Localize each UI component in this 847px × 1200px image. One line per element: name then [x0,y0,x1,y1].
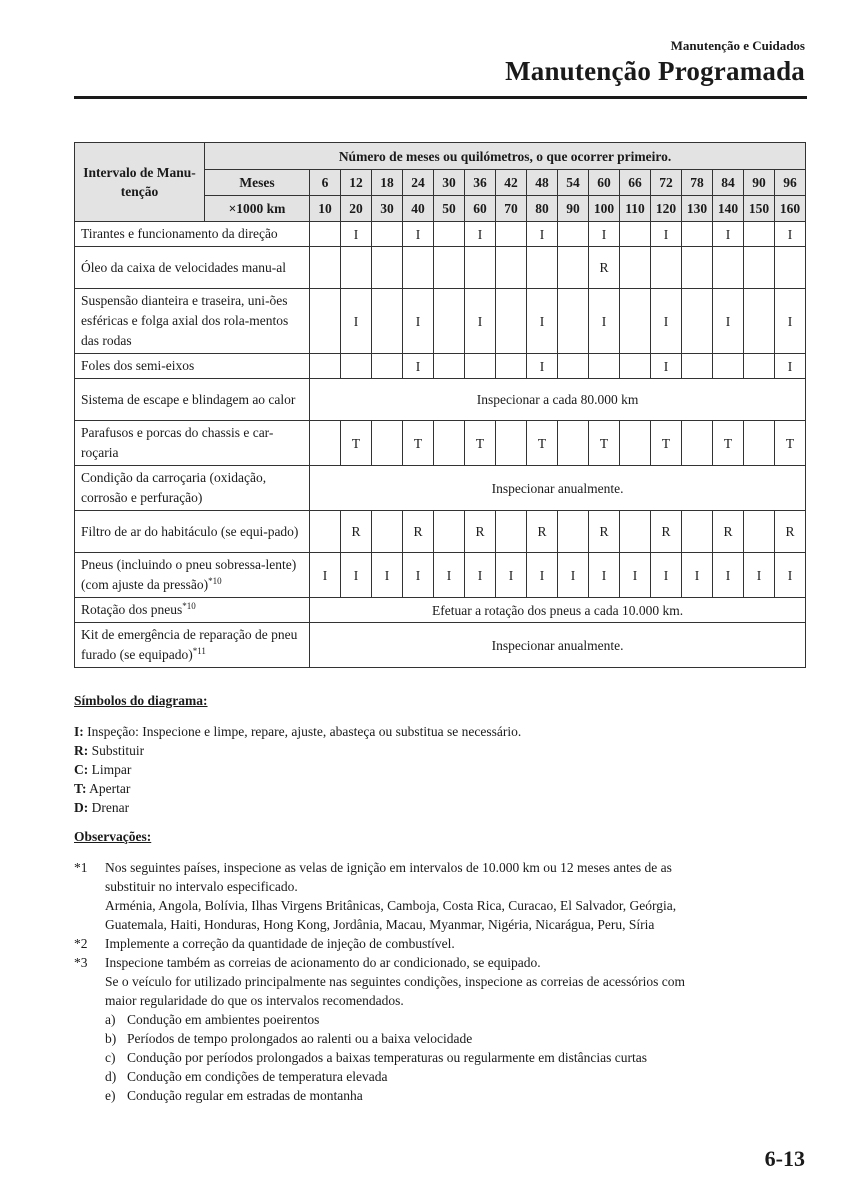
months-value: 30 [434,170,465,196]
schedule-cell: I [651,222,682,247]
schedule-cell [496,222,527,247]
months-value: 90 [744,170,775,196]
row-label [75,289,310,354]
symbol-text: Apertar [86,781,131,796]
schedule-cell: R [403,511,434,553]
page-number: 6-13 [764,1146,805,1171]
schedule-cell [341,247,372,289]
schedule-cell: I [589,289,620,354]
schedule-cell: R [589,511,620,553]
row-label [75,354,310,379]
schedule-cell [744,247,775,289]
schedule-cell [310,421,341,466]
km-value: 120 [651,196,682,222]
schedule-cell: I [651,553,682,598]
interval-header: Intervalo de Manu-tenção [75,143,205,222]
schedule-cell [744,289,775,354]
row-label [75,466,310,511]
schedule-cell: T [465,421,496,466]
schedule-cell: I [527,289,558,354]
row-label [75,421,310,466]
note-mark: *1 [74,860,88,875]
months-value: 66 [620,170,651,196]
schedule-cell: I [713,222,744,247]
schedule-cell [682,511,713,553]
schedule-cell [682,222,713,247]
km-label: ×1000 km [205,196,310,222]
row-span-text: Efetuar a rotação dos pneus a cada 10.000 km. [310,598,806,623]
schedule-cell: I [403,222,434,247]
km-value: 10 [310,196,341,222]
km-value: 160 [775,196,806,222]
months-value: 36 [465,170,496,196]
header-divider [74,96,807,99]
row-label [75,247,310,289]
months-value: 72 [651,170,682,196]
schedule-cell: T [589,421,620,466]
km-value: 110 [620,196,651,222]
table-row [75,289,806,354]
schedule-cell [496,421,527,466]
schedule-cell [310,247,341,289]
note-mark: *3 [74,955,88,970]
months-value: 96 [775,170,806,196]
schedule-cell: I [589,553,620,598]
schedule-cell [682,289,713,354]
schedule-cell: I [527,553,558,598]
schedule-cell [558,289,589,354]
schedule-cell [620,289,651,354]
symbol-key: D: [74,800,89,815]
schedule-cell [620,421,651,466]
table-row [75,222,806,247]
schedule-cell: I [775,354,806,379]
sub-text: Condução regular em estradas de montanha [127,1088,363,1103]
schedule-cell [744,354,775,379]
notes-list [74,858,804,1105]
km-value: 130 [682,196,713,222]
months-value: 78 [682,170,713,196]
row-label-text: Rotação dos pneus [81,602,183,617]
schedule-cell: R [651,511,682,553]
symbol-item [74,798,521,817]
schedule-cell: I [403,354,434,379]
row-label-text: Condição da carroçaria (oxidação, corrosão e perfuração) [81,470,267,505]
schedule-cell: T [651,421,682,466]
table-row [75,623,806,668]
schedule-cell: I [341,289,372,354]
note-text: Guatemala, Haiti, Honduras, Hong Kong, Jordânia, Macau, Myanmar, Nigéria, Nicarágua, Peru, Síria [105,917,655,932]
row-label-text: Tirantes e funcionamento da direção [81,226,278,241]
symbol-item [74,779,521,798]
schedule-cell: T [527,421,558,466]
schedule-cell [527,247,558,289]
row-label [75,598,310,623]
months-value: 84 [713,170,744,196]
sub-text: Condução por períodos prolongados a baixas temperaturas ou regularmente em distâncias curtas [127,1050,647,1065]
schedule-cell [372,247,403,289]
schedule-cell: R [465,511,496,553]
schedule-cell [558,354,589,379]
note-2 [74,934,804,953]
schedule-cell: I [403,289,434,354]
schedule-cell: I [341,222,372,247]
schedule-cell [651,247,682,289]
km-value: 100 [589,196,620,222]
footnote-ref: *11 [192,646,206,656]
schedule-cell [620,247,651,289]
table-row [75,354,806,379]
row-label-text: Óleo da caixa de velocidades manu-al [81,259,287,275]
schedule-cell [620,354,651,379]
note-text: substituir no intervalo especificado. [105,879,298,894]
symbol-key: T: [74,781,87,796]
symbol-key: I: [74,724,84,739]
symbol-text: Drenar [88,800,130,815]
schedule-cell: R [527,511,558,553]
schedule-cell: T [775,421,806,466]
schedule-cell [682,421,713,466]
note-text: Nos seguintes países, inspecione as velas de ignição em intervalos de 10.000 km ou 12 meses antes de as [105,860,672,875]
row-label [75,379,310,421]
km-value: 40 [403,196,434,222]
note-sublist [105,1010,804,1105]
note-subitem [105,1010,804,1029]
schedule-cell [372,354,403,379]
symbol-key: C: [74,762,89,777]
km-value: 60 [465,196,496,222]
months-value: 54 [558,170,589,196]
schedule-cell: I [527,222,558,247]
schedule-cell [372,421,403,466]
schedule-cell [775,247,806,289]
row-label [75,222,310,247]
table-row [75,553,806,598]
schedule-cell: T [341,421,372,466]
schedule-cell [310,222,341,247]
schedule-cell: R [713,511,744,553]
symbols-title: Símbolos do diagrama: [74,693,208,708]
row-label-text: Sistema de escape e blindagem ao calor [81,391,296,407]
note-text: Inspecione também as correias de acionamento do ar condicionado, se equipado. [105,955,541,970]
schedule-cell [434,222,465,247]
schedule-cell [744,421,775,466]
schedule-cell [620,511,651,553]
symbol-text: Inspeção: Inspecione e limpe, repare, ajuste, abasteça ou substitua se necessário. [83,724,522,739]
schedule-cell: I [682,553,713,598]
schedule-cell: R [589,247,620,289]
table-row [75,466,806,511]
schedule-cell: R [341,511,372,553]
km-value: 50 [434,196,465,222]
row-span-text: Inspecionar anualmente. [310,623,806,668]
months-value: 18 [372,170,403,196]
notes-title: Observações: [74,829,152,844]
schedule-cell [682,247,713,289]
schedule-cell [310,289,341,354]
months-value: 12 [341,170,372,196]
table-row [75,379,806,421]
symbol-text: Substituir [88,743,145,758]
sub-letter: c) [105,1050,116,1065]
schedule-cell [465,354,496,379]
note-1 [74,858,804,934]
schedule-cell [403,247,434,289]
schedule-cell [434,354,465,379]
row-label-text: Suspensão dianteira e traseira, uni-ões esféricas e folga axial dos rola-mentos das rodas [81,293,289,348]
schedule-cell [620,222,651,247]
symbol-text: Limpar [88,762,132,777]
schedule-cell: I [403,553,434,598]
section-title: Manutenção e Cuidados [670,38,805,53]
km-value: 30 [372,196,403,222]
sub-letter: a) [105,1012,116,1027]
table-row [75,247,806,289]
schedule-cell [310,511,341,553]
row-span-text: Inspecionar anualmente. [310,466,806,511]
note-text: Arménia, Angola, Bolívia, Ilhas Virgens Britânicas, Camboja, Costa Rica, Curacao, El Salvador, Geórgia, [105,898,677,913]
sub-letter: b) [105,1031,117,1046]
schedule-cell: I [496,553,527,598]
schedule-cell [744,222,775,247]
schedule-cell [434,421,465,466]
schedule-cell: I [372,553,403,598]
note-subitem [105,1048,804,1067]
km-value: 20 [341,196,372,222]
schedule-cell [496,247,527,289]
schedule-cell [558,421,589,466]
schedule-cell: I [620,553,651,598]
schedule-cell: I [775,553,806,598]
row-label-text: Filtro de ar do habitáculo (se equi-pado) [81,523,299,539]
row-label-text: Kit de emergência de reparação de pneu furado (se equipado) [81,627,298,662]
row-span-text: Inspecionar a cada 80.000 km [310,379,806,421]
note-subitem [105,1067,804,1086]
schedule-cell [434,511,465,553]
schedule-cell [558,511,589,553]
row-label [75,511,310,553]
note-subitem [105,1029,804,1048]
note-3 [74,953,804,1105]
km-value: 150 [744,196,775,222]
schedule-cell [434,247,465,289]
schedule-cell [341,354,372,379]
row-label [75,553,310,598]
schedule-cell [372,222,403,247]
table-row [75,598,806,623]
schedule-cell [713,354,744,379]
schedule-cell: I [651,354,682,379]
months-value: 6 [310,170,341,196]
sub-text: Condução em ambientes poeirentos [127,1012,320,1027]
schedule-cell: I [713,289,744,354]
note-mark: *2 [74,936,88,951]
schedule-cell: I [589,222,620,247]
schedule-cell [744,511,775,553]
schedule-cell [496,354,527,379]
schedule-cell: I [775,222,806,247]
note-text: Implemente a correção da quantidade de injeção de combustível. [105,936,455,951]
group-header: Número de meses ou quilómetros, o que ocorrer primeiro. [205,143,806,170]
schedule-cell [310,354,341,379]
symbol-key: R: [74,743,89,758]
schedule-cell: I [775,289,806,354]
schedule-cell: I [465,289,496,354]
sub-letter: d) [105,1069,117,1084]
symbol-item [74,722,521,741]
months-value: 48 [527,170,558,196]
months-label: Meses [205,170,310,196]
sub-text: Condução em condições de temperatura elevada [127,1069,388,1084]
schedule-cell [465,247,496,289]
sub-text: Períodos de tempo prolongados ao ralenti ou a baixa velocidade [127,1031,473,1046]
months-value: 60 [589,170,620,196]
km-value: 70 [496,196,527,222]
row-label-text: Foles dos semi-eixos [81,358,195,373]
schedule-cell: T [403,421,434,466]
km-value: 80 [527,196,558,222]
table-row [75,511,806,553]
schedule-cell [713,247,744,289]
symbol-item [74,760,521,779]
schedule-cell [682,354,713,379]
schedule-cell: I [651,289,682,354]
row-label [75,623,310,668]
footnote-ref: *10 [208,576,222,586]
schedule-cell: I [465,222,496,247]
schedule-cell: R [775,511,806,553]
schedule-cell [496,511,527,553]
note-subitem [105,1086,804,1105]
symbols-list [74,722,521,817]
footnote-ref: *10 [182,601,196,611]
schedule-cell: I [465,553,496,598]
km-value: 90 [558,196,589,222]
schedule-cell [372,511,403,553]
months-value: 42 [496,170,527,196]
note-text: maior regularidade do que os intervalos recomendados. [105,993,404,1008]
schedule-cell: I [744,553,775,598]
schedule-cell [558,247,589,289]
schedule-cell [558,222,589,247]
maintenance-schedule-table [74,142,806,668]
schedule-cell [372,289,403,354]
km-value: 140 [713,196,744,222]
months-value: 24 [403,170,434,196]
schedule-cell [434,289,465,354]
sub-letter: e) [105,1088,116,1103]
schedule-cell: I [558,553,589,598]
schedule-cell: T [713,421,744,466]
schedule-cell [496,289,527,354]
schedule-cell: I [310,553,341,598]
table-row [75,421,806,466]
schedule-cell: I [713,553,744,598]
note-text: Se o veículo for utilizado principalmente nas seguintes condições, inspecione as correias de acessórios com [105,974,685,989]
symbol-item [74,741,521,760]
schedule-cell: I [434,553,465,598]
schedule-cell [589,354,620,379]
row-label-text: Parafusos e porcas do chassis e car-roçaria [81,425,274,460]
row-label-text: Pneus (incluindo o pneu sobressa-lente) (com ajuste da pressão) [81,557,297,592]
schedule-cell: I [527,354,558,379]
schedule-cell: I [341,553,372,598]
page-title: Manutenção Programada [505,56,805,86]
